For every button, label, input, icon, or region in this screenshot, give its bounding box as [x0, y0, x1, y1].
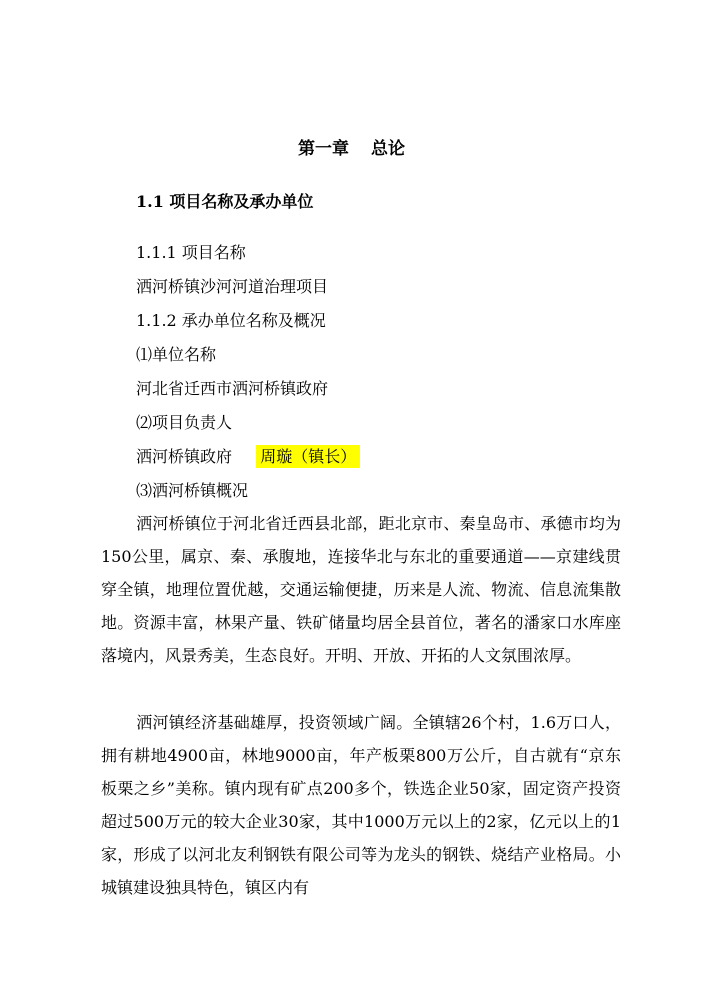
chapter-number: 第一章: [298, 139, 349, 159]
subsection-heading-1-1-2: 1.1.2 承办单位名称及概况: [136, 311, 326, 330]
project-name: 洒河桥镇沙河河道治理项目: [136, 277, 329, 296]
paragraph-2-text: 洒河镇经济基础雄厚，投资领域广阔。全镇辖26个村，1.6万口人，拥有耕地4900亩，林地9000亩，年产板栗800万公斤，自古就有“京东板栗之乡”美称。镇内现有矿点200多个，铁选企业50家，固定资产投资超过500万元的较大企业30家，其中1000万元以上的2家，亿元以上的1家，形成了以河北友利钢铁有限公司等为龙头的钢铁、烧结产业格局。小城镇建设独具特色，镇区内有: [101, 713, 621, 897]
section-heading-1-1: 1.1 项目名称及承办单位: [136, 192, 314, 211]
chapter-title: [0, 134, 703, 159]
item-unit-name-label: ⑴单位名称: [136, 345, 217, 364]
paragraph-1: [101, 507, 621, 672]
paragraph-1-text: 洒河桥镇位于河北省迁西县北部，距北京市、秦皇岛市、承德市均为150公里，属京、秦、承腹地，连接华北与东北的重要通道——京建线贯穿全镇，地理位置优越，交通运输便捷，历来是人流、物流、信息流集散地。资源丰富，林果产量、铁矿储量均居全县首位，著名的潘家口水库座落境内，风景秀美，生态良好。开明、开放、开拓的人文氛围浓厚。: [101, 514, 621, 665]
item-town-overview-label: ⑶洒河桥镇概况: [136, 481, 249, 500]
leader-person-highlight: 周璇（镇长）: [256, 445, 360, 468]
item-project-leader-value: [136, 444, 360, 467]
paragraph-2: [101, 706, 621, 904]
item-project-leader-label: ⑵项目负责人: [136, 413, 233, 432]
chapter-name: 总论: [371, 139, 405, 159]
leader-org: 洒河桥镇政府: [136, 447, 233, 466]
item-unit-name-value: 河北省迁西市洒河桥镇政府: [136, 379, 329, 398]
subsection-heading-1-1-1: 1.1.1 项目名称: [136, 243, 246, 262]
